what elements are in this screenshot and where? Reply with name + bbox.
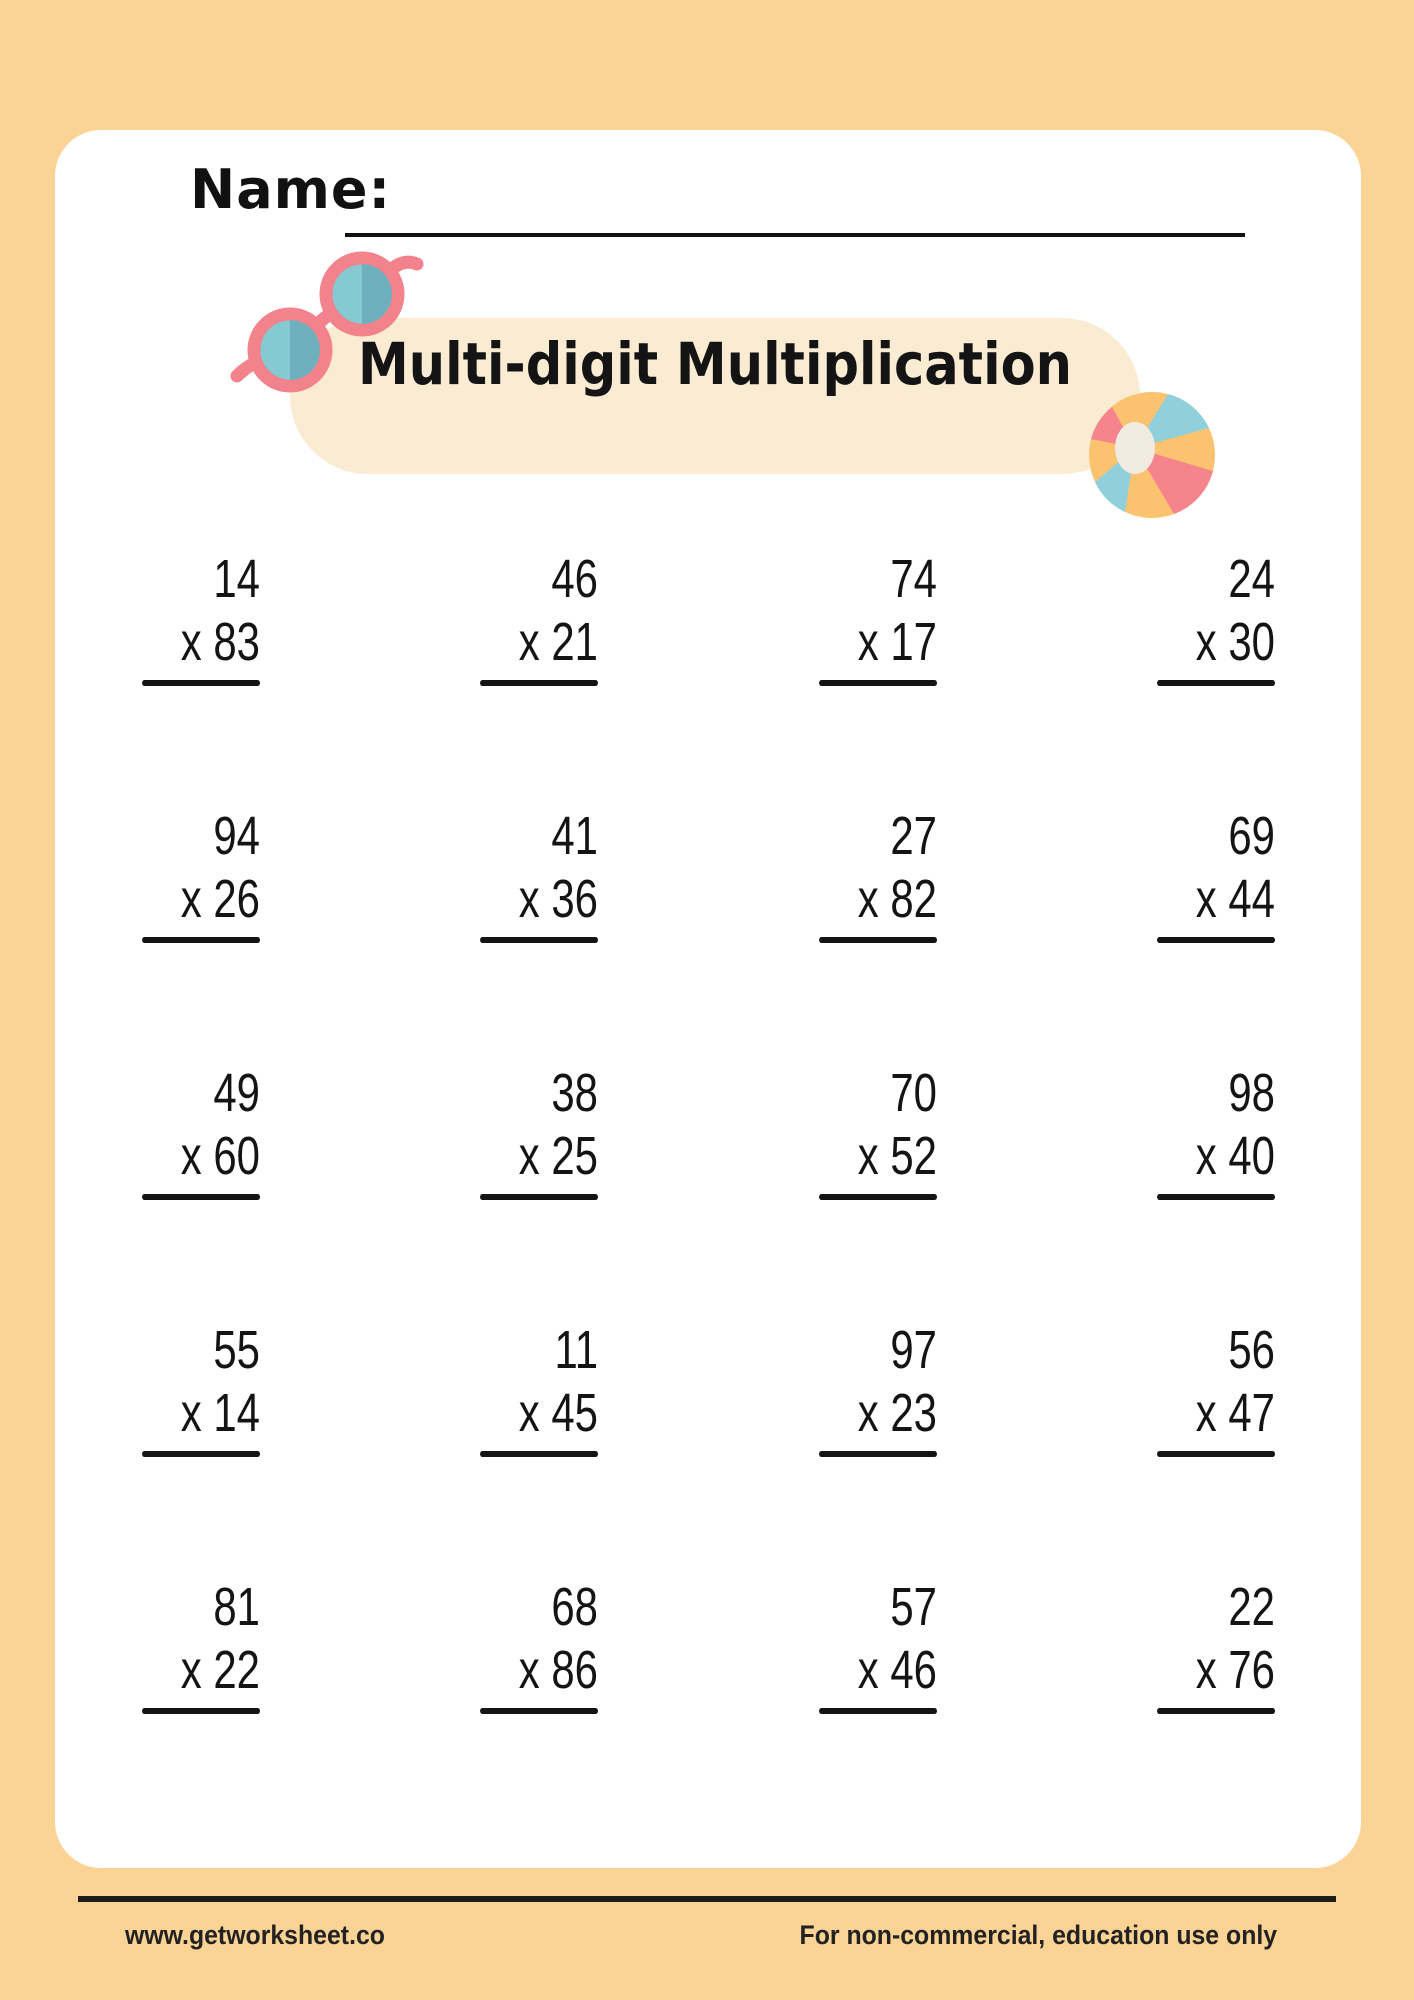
multiplicand: 69 [1228, 806, 1275, 866]
multiplier-row: x 46 [857, 1640, 937, 1700]
multiplicand: 49 [213, 1063, 260, 1123]
multiplication-problem [819, 548, 937, 698]
multiplier-row: x 17 [857, 612, 937, 672]
multiplier-row: x 23 [857, 1383, 937, 1443]
multiplication-problem [1157, 1319, 1275, 1469]
answer-line [819, 937, 937, 943]
multiplier-row: x 36 [519, 869, 599, 929]
multiplication-problem [480, 1319, 598, 1469]
footer-divider [78, 1896, 1336, 1902]
answer-line [1157, 1194, 1275, 1200]
multiplier-row: x 82 [857, 869, 937, 929]
multiplier-row: x 60 [180, 1126, 260, 1186]
multiplicand: 70 [890, 1063, 937, 1123]
answer-line [480, 1451, 598, 1457]
multiplicand: 22 [1228, 1577, 1275, 1637]
multiplication-problem [819, 1576, 937, 1726]
multiplicand: 41 [551, 806, 599, 866]
multiplier-row: x 21 [519, 612, 599, 672]
multiplication-problem [1157, 1062, 1275, 1212]
multiplication-problem [480, 548, 598, 698]
answer-line [480, 1194, 598, 1200]
multiplicand: 98 [1228, 1063, 1275, 1123]
answer-line [1157, 1451, 1275, 1457]
multiplication-problem [480, 1062, 598, 1212]
problem-row [142, 1319, 1275, 1469]
multiplier-row: x 45 [519, 1383, 599, 1443]
multiplication-problem [480, 805, 598, 955]
multiplication-problem [819, 805, 937, 955]
multiplication-problem [819, 1062, 937, 1212]
multiplicand: 38 [551, 1063, 599, 1123]
multiplication-problem [142, 1319, 260, 1469]
multiplication-problem [1157, 548, 1275, 698]
answer-line [819, 1194, 937, 1200]
multiplier-row: x 44 [1195, 869, 1275, 929]
name-label: Name: [190, 158, 392, 221]
answer-line [480, 1708, 598, 1714]
answer-line [142, 1708, 260, 1714]
multiplication-problem [142, 1062, 260, 1212]
multiplicand: 74 [890, 549, 937, 609]
multiplication-problem [819, 1319, 937, 1469]
multiplicand: 97 [890, 1320, 937, 1380]
sunglasses-icon [225, 250, 425, 402]
multiplier-row: x 22 [180, 1640, 260, 1700]
name-answer-line [345, 233, 1245, 237]
multiplicand: 11 [554, 1320, 599, 1380]
beach-ball-icon [1088, 390, 1218, 520]
multiplier-row: x 40 [1195, 1126, 1275, 1186]
answer-line [819, 1451, 937, 1457]
multiplication-problem [142, 805, 260, 955]
answer-line [142, 1451, 260, 1457]
multiplication-problem [1157, 1576, 1275, 1726]
answer-line [142, 680, 260, 686]
multiplicand: 81 [213, 1577, 260, 1637]
multiplication-problem [480, 1576, 598, 1726]
footer-website: www.getworksheet.co [125, 1920, 385, 1950]
page-title: Multi-digit Multiplication [358, 330, 1072, 398]
multiplicand: 57 [890, 1577, 937, 1637]
multiplier-row: x 86 [519, 1640, 599, 1700]
multiplication-problem [1157, 805, 1275, 955]
multiplier-row: x 14 [180, 1383, 260, 1443]
answer-line [142, 1194, 260, 1200]
answer-line [1157, 680, 1275, 686]
multiplier-row: x 30 [1195, 612, 1275, 672]
multiplicand: 68 [551, 1577, 599, 1637]
multiplicand: 56 [1228, 1320, 1275, 1380]
multiplicand: 24 [1228, 549, 1275, 609]
problem-row [142, 548, 1275, 698]
problem-row [142, 1062, 1275, 1212]
multiplier-row: x 26 [180, 869, 260, 929]
answer-line [1157, 937, 1275, 943]
footer-license: For non-commercial, education use only [799, 1920, 1277, 1950]
answer-line [480, 680, 598, 686]
multiplicand: 55 [213, 1320, 260, 1380]
answer-line [1157, 1708, 1275, 1714]
multiplier-row: x 47 [1195, 1383, 1275, 1443]
multiplication-problem [142, 1576, 260, 1726]
answer-line [480, 937, 598, 943]
multiplier-row: x 25 [519, 1126, 599, 1186]
problem-row [142, 1576, 1275, 1726]
multiplicand: 46 [551, 549, 599, 609]
multiplication-problem [142, 548, 260, 698]
multiplier-row: x 83 [180, 612, 260, 672]
multiplicand: 94 [213, 806, 260, 866]
multiplier-row: x 52 [857, 1126, 937, 1186]
multiplicand: 27 [890, 806, 937, 866]
problem-row [142, 805, 1275, 955]
answer-line [819, 680, 937, 686]
multiplier-row: x 76 [1195, 1640, 1275, 1700]
answer-line [142, 937, 260, 943]
multiplicand: 14 [213, 549, 260, 609]
answer-line [819, 1708, 937, 1714]
